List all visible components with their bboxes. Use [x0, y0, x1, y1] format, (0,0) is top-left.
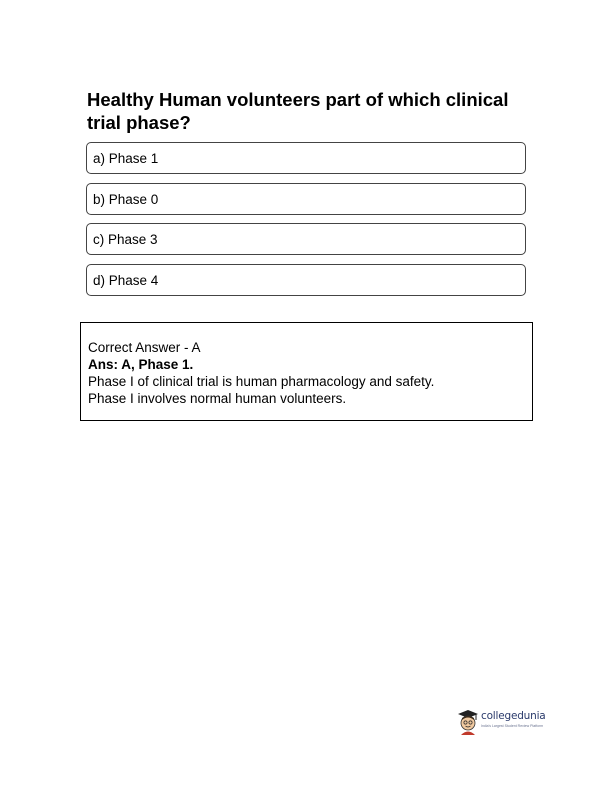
- question-title: Healthy Human volunteers part of which clinical trial phase?: [87, 89, 509, 133]
- explanation-line-2: Phase I involves normal human volunteers.: [88, 391, 347, 406]
- option-a[interactable]: a) Phase 1: [86, 142, 526, 174]
- option-d[interactable]: d) Phase 4: [86, 264, 526, 296]
- option-b[interactable]: b) Phase 0: [86, 183, 526, 215]
- correct-answer-line: Correct Answer - A: [88, 340, 201, 355]
- explanation-line-1: Phase I of clinical trial is human pharmacology and safety.: [88, 374, 435, 389]
- logo-text: collegedunia: [481, 710, 546, 722]
- logo-tagline: India's Largest Student Review Platform: [481, 724, 544, 728]
- collegedunia-logo: [457, 707, 557, 737]
- options-list: [86, 142, 526, 304]
- answer-box: [80, 322, 533, 421]
- answer-heading: Ans: A, Phase 1.: [88, 357, 194, 372]
- graduate-avatar-icon: [457, 709, 479, 735]
- option-c[interactable]: c) Phase 3: [86, 223, 526, 255]
